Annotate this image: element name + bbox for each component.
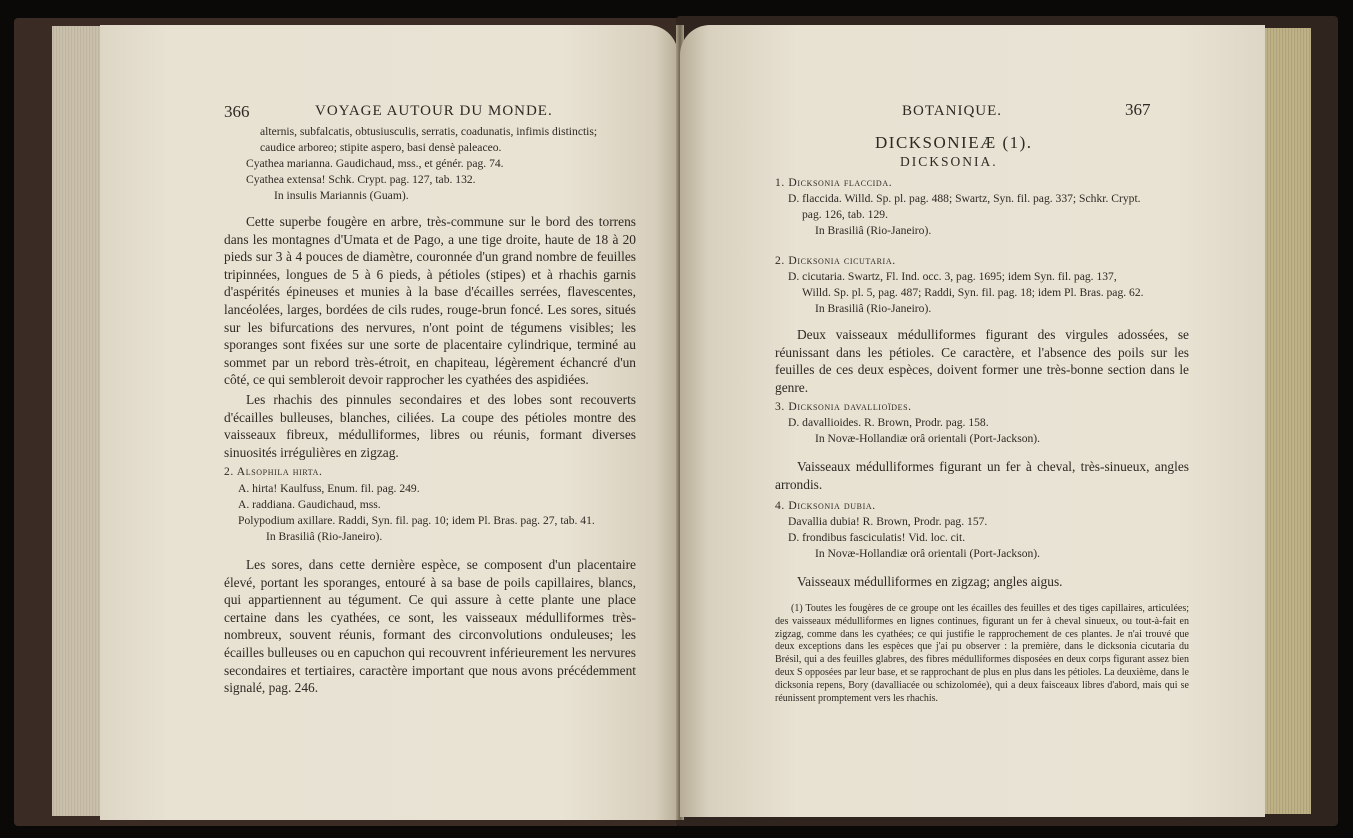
sp2-line-2: Willd. Sp. pl. 5, pag. 487; Raddi, Syn. fil. pag. 18; idem Pl. Bras. pag. 62. bbox=[802, 286, 1144, 299]
alsophila-line-1: A. hirta! Kaulfuss, Enum. fil. pag. 249. bbox=[238, 482, 420, 495]
cont-line-3: Cyathea marianna. Gaudichaud, mss., et génér. pag. 74. bbox=[246, 157, 504, 170]
sp1-line-2: pag. 126, tab. 129. bbox=[802, 208, 888, 221]
sp4-line-3: In Novæ-Hollandiæ orâ orientali (Port-Jackson). bbox=[815, 547, 1041, 560]
sp2-line-1: D. cicutaria. Swartz, Fl. Ind. occ. 3, pag. 1695; idem Syn. fil. pag. 137, bbox=[788, 270, 1117, 283]
left-page-edges bbox=[52, 26, 102, 816]
left-folio: 366 bbox=[224, 102, 250, 121]
sp3-line-2: In Novæ-Hollandiæ orâ orientali (Port-Jackson). bbox=[815, 432, 1041, 445]
sp2-heading: 2. Dicksonia cicutaria. bbox=[775, 254, 896, 267]
right-folio: 367 bbox=[1125, 100, 1151, 119]
right-paragraph-3: Vaisseaux médulliformes en zigzag; angles aigus. bbox=[797, 574, 1063, 589]
right-page bbox=[680, 25, 1265, 817]
sp3-line-1: D. davallioides. R. Brown, Prodr. pag. 158. bbox=[788, 416, 989, 429]
sp1-line-1: D. flaccida. Willd. Sp. pl. pag. 488; Swartz, Syn. fil. pag. 337; Schkr. Crypt. bbox=[788, 192, 1141, 205]
cont-line-4: Cyathea extensa! Schk. Crypt. pag. 127, tab. 132. bbox=[246, 173, 476, 186]
alsophila-line-3: Polypodium axillare. Raddi, Syn. fil. pag. 10; idem Pl. Bras. pag. 27, tab. 41. bbox=[238, 514, 595, 527]
sp1-line-3: In Brasiliâ (Rio-Janeiro). bbox=[815, 224, 932, 237]
sp4-heading: 4. Dicksonia dubia. bbox=[775, 499, 876, 512]
alsophila-heading: 2. Alsophila hirta. bbox=[224, 465, 323, 478]
alsophila-line-4: In Brasiliâ (Rio-Janeiro). bbox=[266, 530, 383, 543]
sp1-heading: 1. Dicksonia flaccida. bbox=[775, 176, 893, 189]
genus-title: DICKSONIA. bbox=[900, 154, 998, 169]
left-paragraph-3: Les sores, dans cette dernière espèce, se composent d'un placentaire élevé, portant les sporanges, entouré à sa base de poils capillaires, blancs, qui appartiennent au tégument. Ce qui assure à cette plante une place certaine dans les cyathées, ce sont, les vaisseaux médulliformes très-nombreux, souvent réunis, formant des circonvolutions onduleuses; les écailles bulleuses ou en capuchon qui recouvrent inférieurement les nervures secondaires et tertiaires, caractère important que nous avons précédemment signalé, pag. 246. bbox=[224, 557, 636, 696]
footnote: (1) Toutes les fougères de ce groupe ont les écailles des feuilles et des tiges capillaires, articulées; des vaisseaux médulliformes en lignes continues, figurant un fer à cheval sinueux, ou tout-à-fait en zigzag, comme dans les cyathées; ce qui justifie le rapprochement de ces plantes. Je n'ai trouvé que deux exceptions dans les espèces que j'ai pu observer : la première, dans le dicksonia cicutaria du Brésil, qui a des feuilles glabres, des fibres médulliformes disposées en deux corps figurant assez bien deux S opposées par leur base, et se rapprochant de plus en plus dans les pétioles. La deuxième, dans le dicksonia repens, Bory (davalliacée ou schizolomée), qui a deux faisceaux libres d'abord, mais qui se réunissent promptement vers les rhachis. bbox=[775, 603, 1189, 704]
sp3-heading: 3. Dicksonia davallioïdes. bbox=[775, 400, 912, 413]
sp4-line-1: Davallia dubia! R. Brown, Prodr. pag. 157. bbox=[788, 515, 988, 528]
right-paragraph-1: Deux vaisseaux médulliformes figurant des virgules adossées, se réunissant dans les pétioles. Ce caractère, et l'absence des poils sur les feuilles de ces deux espèces, doivent former une très-bonne section dans le genre. bbox=[775, 327, 1189, 395]
sp2-line-3: In Brasiliâ (Rio-Janeiro). bbox=[815, 302, 932, 315]
left-page bbox=[100, 25, 678, 820]
right-paragraph-2: Vaisseaux médulliformes figurant un fer à cheval, très-sinueux, angles arrondis. bbox=[775, 459, 1189, 492]
right-page-edges bbox=[1263, 28, 1311, 814]
family-title: DICKSONIEÆ (1). bbox=[875, 133, 1033, 152]
left-paragraph-2: Les rhachis des pinnules secondaires et des lobes sont recouverts d'écailles bulleuses, blanches, ciliées. La coupe des pétioles montre des vaisseaux fibreux, médulliformes, libres ou réunis, formant diverses sinuosités irrégulières en zigzag. bbox=[224, 392, 636, 460]
cont-line-5: In insulis Mariannis (Guam). bbox=[274, 189, 409, 202]
cont-line-1: alternis, subfalcatis, obtusiusculis, serratis, coadunatis, infimis distinctis; bbox=[260, 125, 598, 138]
left-running-head: VOYAGE AUTOUR DU MONDE. bbox=[315, 103, 553, 119]
right-running-head: BOTANIQUE. bbox=[902, 103, 1003, 119]
alsophila-line-2: A. raddiana. Gaudichaud, mss. bbox=[238, 498, 381, 511]
cont-line-2: caudice arboreo; stipite aspero, basi densè paleaceo. bbox=[260, 141, 502, 154]
left-paragraph-1: Cette superbe fougère en arbre, très-commune sur le bord des torrens dans les montagnes d'Umata et de Pago, a une tige droite, haute de 18 à 20 pieds sur 3 à 4 pouces de diamètre, couronnée d'un grand nombre de feuilles tripinnées, longues de 5 à 6 pieds, à pétioles (stipes) et à rhachis garnis d'aspérités épineuses et munies à la base d'écailles serrées, flavescentes, lancéolées, larges, bordées de cils rudes, rouge-brun foncé. Les sores, situés sur les bifurcations des nervures, n'ont point de tégumens visibles; les sporanges sont fixées sur une sorte de placentaire cylindrique, terminé au sommet par un rebord très-étroit, en chapiteau, légèrement échancré d'un côté, ce qui sembleroit devoir rapprocher les cyathées des aspidiées. bbox=[224, 214, 636, 388]
sp4-line-2: D. frondibus fasciculatis! Vid. loc. cit. bbox=[788, 531, 966, 544]
